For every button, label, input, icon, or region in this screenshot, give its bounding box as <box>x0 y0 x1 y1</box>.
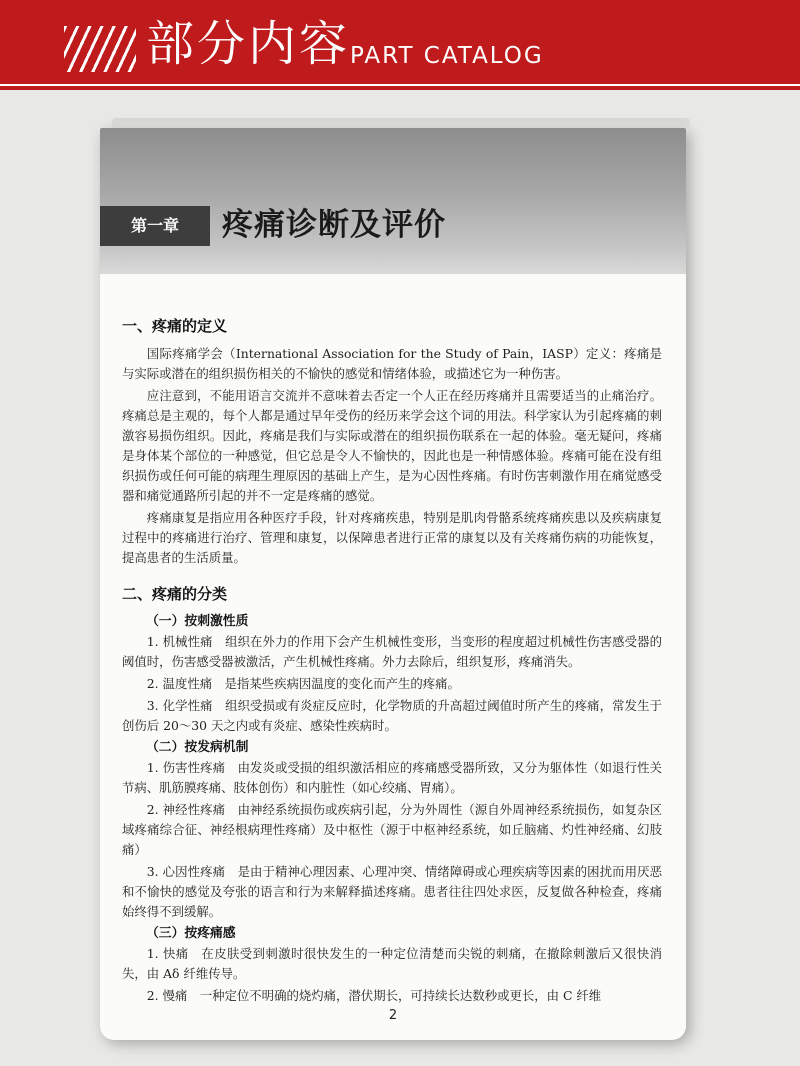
section-heading: 一、疼痛的定义 <box>122 317 228 335</box>
banner-rule <box>0 84 800 86</box>
header-banner <box>0 0 800 90</box>
section-heading: 二、疼痛的分类 <box>122 585 228 603</box>
page-number: 2 <box>388 1008 398 1023</box>
paragraph: 1. 伤害性疼痛 由发炎或受损的组织激活相应的疼痛感受器所致，又分为躯体性（如退行性关节病、肌筋膜疼痛、肢体创伤）和内脏性（如心绞痛、胃痛）。 <box>122 760 662 795</box>
banner-title: 部分内容 <box>146 16 351 72</box>
paragraph: 2. 慢痛 一种定位不明确的烧灼痛，潜伏期长，可持续长达数秒或更长，由 C 纤维 <box>146 988 602 1003</box>
paragraph: 2. 温度性痛 是指某些疾病因温度的变化而产生的疼痛。 <box>146 676 460 691</box>
chapter-title: 疼痛诊断及评价 <box>222 207 446 243</box>
chapter-label: 第一章 <box>100 206 210 246</box>
paragraph: 1. 快痛 在皮肤受到刺激时很快发生的一种定位清楚而尖锐的刺痛，在撤除刺激后又很快消失，由 Aδ 纤维传导。 <box>122 946 662 981</box>
paragraph: 应注意到，不能用语言交流并不意味着去否定一个人正在经历疼痛并且需要适当的止痛治疗。疼痛总是主观的，每个人都是通过早年受伤的经历来学会这个词的用法。科学家认为引起疼痛的刺激容易损伤组织。因此，疼痛是我们与实际或潜在的组织损伤联系在一起的体验。毫无疑问，疼痛是身体某个部位的一种感觉，但它总是令人不愉快的，因此也是一种情感体验。疼痛可能在没有组织损伤或任何可能的病理生理原因的基础上产生，是为心因性疼痛。有时伤害刺激作用在痛觉感受器和痛觉通路所引起的并不一定是疼痛的感觉。 <box>122 388 662 503</box>
stripe-decoration <box>64 26 136 72</box>
banner-subtitle: PART CATALOG <box>350 43 544 69</box>
book-page <box>100 128 686 1040</box>
subsection-heading: （一）按刺激性质 <box>146 614 249 629</box>
page-body <box>122 314 662 1008</box>
paragraph: 3. 心因性疼痛 是由于精神心理因素、心理冲突、情绪障碍或心理疾病等因素的困扰而用厌恶和不愉快的感觉及夸张的语言和行为来解释描述疼痛。患者往往四处求医，反复做各种检查，疼痛始终得不到缓解。 <box>122 864 662 919</box>
subsection-heading: （三）按疼痛感 <box>146 926 236 941</box>
paragraph: 3. 化学性痛 组织受损或有炎症反应时，化学物质的升高超过阈值时所产生的疼痛，常发生于创伤后 20～30 天之内或有炎症、感染性疾病时。 <box>122 698 662 733</box>
paragraph: 疼痛康复是指应用各种医疗手段，针对疼痛疾患，特别是肌肉骨骼系统疼痛疾患以及疾病康复过程中的疼痛进行治疗、管理和康复，以保障患者进行正常的康复以及有关疼痛伤病的功能恢复，提高患者的生活质量。 <box>122 510 662 565</box>
subsection-heading: （二）按发病机制 <box>146 740 249 755</box>
paragraph: 2. 神经性疼痛 由神经系统损伤或疾病引起，分为外周性（源自外周神经系统损伤，如复杂区域疼痛综合征、神经根病理性疼痛）及中枢性（源于中枢神经系统，如丘脑痛、灼性神经痛、幻肢痛） <box>122 802 662 857</box>
paragraph: 国际疼痛学会（International Association for the Study of Pain，IASP）定义：疼痛是与实际或潜在的组织损伤相关的不愉快的感觉和情绪体验，或描述它为一种伤害。 <box>122 346 662 381</box>
paragraph: 1. 机械性痛 组织在外力的作用下会产生机械性变形，当变形的程度超过机械性伤害感受器的阈值时，伤害感受器被激活，产生机械性疼痛。外力去除后，组织复形，疼痛消失。 <box>122 634 662 669</box>
